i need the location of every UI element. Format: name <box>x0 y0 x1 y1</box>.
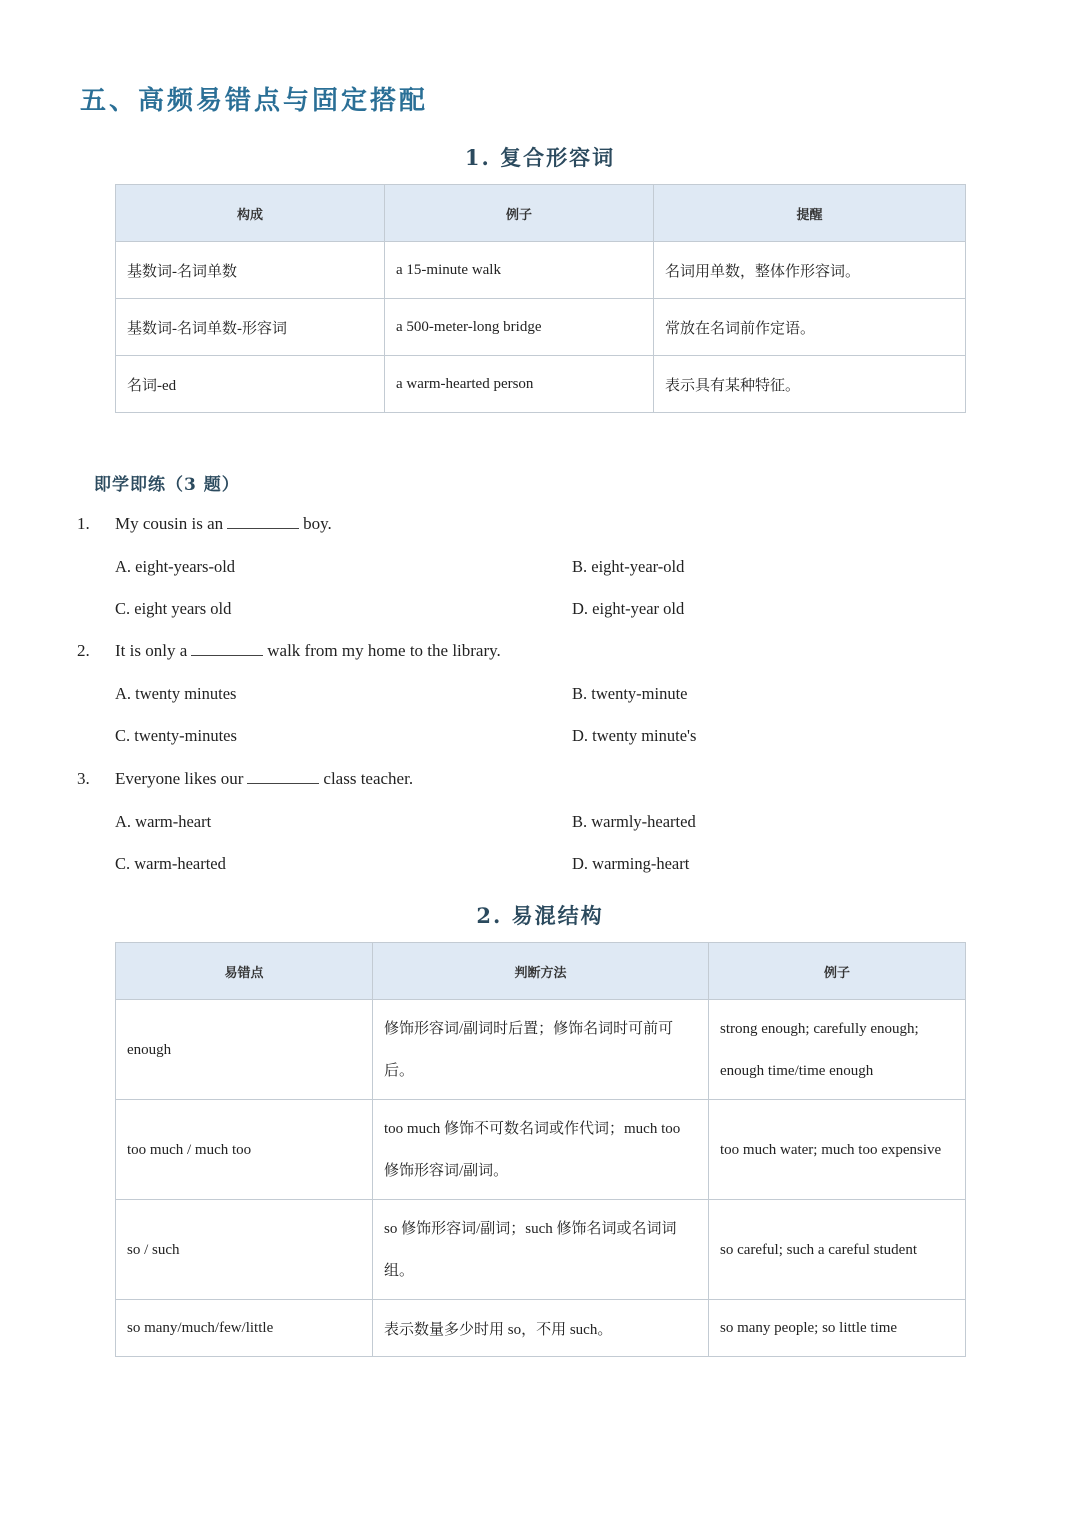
confusing-structures-table <box>115 942 966 1357</box>
table-header-row <box>116 185 966 242</box>
table-cell: so careful; such a careful student <box>709 1200 966 1300</box>
table-row <box>116 356 966 413</box>
header-cell: 例子 <box>385 185 654 242</box>
question-number: 1. <box>77 514 90 533</box>
table-header-row <box>116 943 966 1000</box>
table-cell: too much / much too <box>116 1100 373 1200</box>
table-cell: a 500-meter-long bridge <box>385 299 654 356</box>
header-cell: 构成 <box>116 185 385 242</box>
table-row <box>116 299 966 356</box>
table-cell: so 修饰形容词/副词；such 修饰名词或名词词组。 <box>373 1200 709 1300</box>
option-d: D. eight-year old <box>572 599 685 618</box>
table-cell: a warm-hearted person <box>385 356 654 413</box>
question-2 <box>77 641 501 661</box>
header-cell: 例子 <box>709 943 966 1000</box>
table-row <box>116 1300 966 1357</box>
option-c: C. eight years old <box>115 599 232 618</box>
table-row <box>116 242 966 299</box>
question-text-before: My cousin is an <box>115 514 224 533</box>
table-row <box>116 1200 966 1300</box>
question-text-after: walk from my home to the library. <box>267 641 501 660</box>
question-text-after: boy. <box>303 514 332 533</box>
table-cell: 名词-ed <box>116 356 385 413</box>
table-cell: 表示具有某种特征。 <box>654 356 966 413</box>
question-1 <box>77 514 332 534</box>
table-cell: enough <box>116 1000 373 1100</box>
table-cell: so many/much/few/little <box>116 1300 373 1357</box>
question-text-after: class teacher. <box>323 769 414 788</box>
header-cell: 提醒 <box>654 185 966 242</box>
header-cell: 易错点 <box>116 943 373 1000</box>
option-a: A. warm-heart <box>115 812 212 831</box>
table-cell: so many people; so little time <box>709 1300 966 1357</box>
section1-title: 1. 复合形容词 <box>464 145 616 170</box>
answer-blank <box>247 782 319 784</box>
practice-title: 即学即练（3 题） <box>94 475 240 495</box>
option-b: B. eight-year-old <box>572 557 685 576</box>
table-cell: too much 修饰不可数名词或作代词；much too 修饰形容词/副词。 <box>373 1100 709 1200</box>
table-cell: 名词用单数，整体作形容词。 <box>654 242 966 299</box>
option-a: A. twenty minutes <box>115 684 237 703</box>
question-text-before: Everyone likes our <box>115 769 244 788</box>
table-cell: 基数词-名词单数 <box>116 242 385 299</box>
table-cell: 常放在名词前作定语。 <box>654 299 966 356</box>
compound-adjective-table <box>115 184 966 413</box>
section2-title: 2. 易混结构 <box>476 903 604 928</box>
table-cell: 基数词-名词单数-形容词 <box>116 299 385 356</box>
table-cell: strong enough; carefully enough; enough time/time enough <box>709 1000 966 1100</box>
answer-blank <box>227 527 299 529</box>
question-number: 2. <box>77 641 90 660</box>
option-b: B. warmly-hearted <box>572 812 696 831</box>
option-d: D. twenty minute's <box>572 726 697 745</box>
table-cell: 修饰形容词/副词时后置；修饰名词时可前可后。 <box>373 1000 709 1100</box>
question-3 <box>77 769 413 789</box>
table-cell: so / such <box>116 1200 373 1300</box>
question-text-before: It is only a <box>115 641 188 660</box>
table-row <box>116 1000 966 1100</box>
table-cell: a 15-minute walk <box>385 242 654 299</box>
answer-blank <box>191 654 263 656</box>
option-a: A. eight-years-old <box>115 557 236 576</box>
option-c: C. twenty-minutes <box>115 726 237 745</box>
question-number: 3. <box>77 769 90 788</box>
table-row <box>116 1100 966 1200</box>
option-c: C. warm-hearted <box>115 854 226 873</box>
table-cell: too much water; much too expensive <box>709 1100 966 1200</box>
option-b: B. twenty-minute <box>572 684 688 703</box>
header-cell: 判断方法 <box>373 943 709 1000</box>
page-heading: 五、高频易错点与固定搭配 <box>80 86 429 116</box>
table-cell: 表示数量多少时用 so，不用 such。 <box>373 1300 709 1357</box>
option-d: D. warming-heart <box>572 854 690 873</box>
